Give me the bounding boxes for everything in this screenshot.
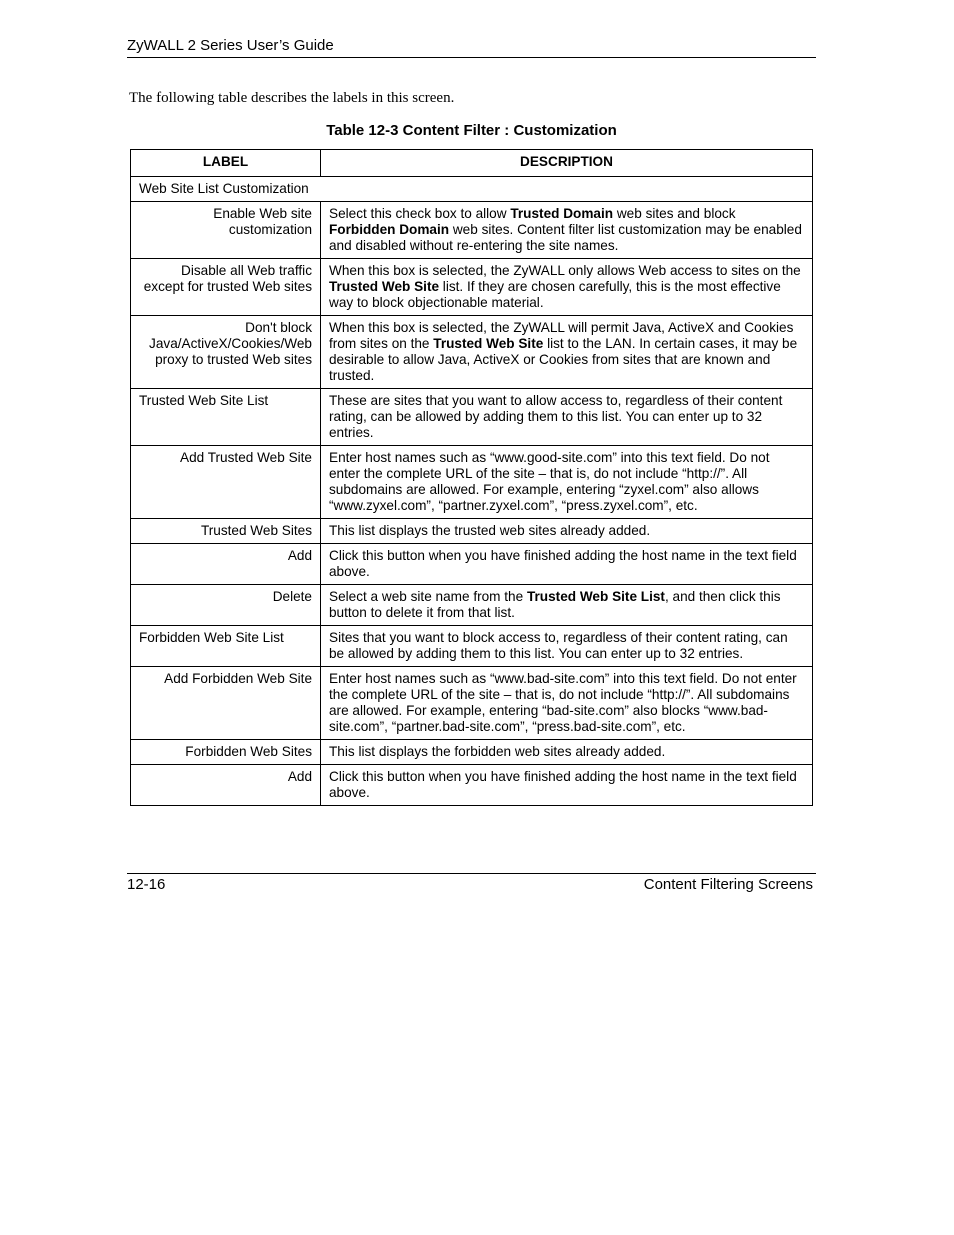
table-row	[131, 316, 813, 389]
row-label: Enable Web site customization	[131, 202, 321, 259]
section-row	[131, 177, 813, 202]
table-row	[131, 446, 813, 519]
chapter-title: Content Filtering Screens	[643, 876, 813, 893]
row-description	[321, 316, 813, 389]
table-row	[131, 389, 813, 446]
description-emphasis: Trusted Domain	[510, 206, 614, 221]
row-label: Delete	[131, 585, 321, 626]
description-text: When this box is selected, the ZyWALL will permit Java, ActiveX and Cookies from sites on the	[329, 320, 794, 351]
table-row	[131, 544, 813, 585]
row-label: Disable all Web traffic except for trusted Web sites	[131, 259, 321, 316]
description-emphasis: Trusted Web Site	[433, 336, 544, 351]
section-title: Web Site List Customization	[131, 177, 813, 202]
description-text: This list displays the trusted web sites already added.	[329, 523, 651, 538]
description-text: list. If they are chosen carefully, this is the most effective way to block objectionable material.	[329, 279, 781, 310]
description-text: When this box is selected, the ZyWALL only allows Web access to sites on the	[329, 263, 801, 278]
row-description	[321, 740, 813, 765]
row-label: Trusted Web Site List	[131, 389, 321, 446]
description-column-header: DESCRIPTION	[321, 150, 813, 177]
description-text: Enter host names such as “www.bad-site.com” into this text field. Do not enter the complete URL of the site – that is, do not include “http://”. All subdomains are allowed. For example, entering “bad-site.com” also blocks “www.bad-site.com”, “partner.bad-site.com”, “press.bad-site.com”, etc.	[329, 671, 797, 734]
row-description	[321, 765, 813, 806]
description-emphasis: Trusted Web Site List	[526, 589, 665, 604]
row-label: Add Trusted Web Site	[131, 446, 321, 519]
description-text: Sites that you want to block access to, regardless of their content rating, can be allowed by adding them to this list. You can enter up to 32 entries.	[329, 630, 788, 661]
description-text: Select a web site name from the	[329, 589, 527, 604]
description-text: Click this button when you have finished adding the host name in the text field above.	[329, 548, 797, 579]
table-row	[131, 765, 813, 806]
row-description	[321, 446, 813, 519]
page-number: 12-16	[127, 876, 166, 893]
page-header	[127, 37, 816, 58]
row-label: Don't block Java/ActiveX/Cookies/Web proxy to trusted Web sites	[131, 316, 321, 389]
row-label: Forbidden Web Site List	[131, 626, 321, 667]
table-row	[131, 519, 813, 544]
table-row	[131, 585, 813, 626]
row-label: Add Forbidden Web Site	[131, 667, 321, 740]
table-row	[131, 667, 813, 740]
description-text: web sites and block	[613, 206, 736, 221]
table-row	[131, 740, 813, 765]
row-label: Forbidden Web Sites	[131, 740, 321, 765]
table-row	[131, 626, 813, 667]
page-footer	[127, 873, 816, 893]
row-description	[321, 202, 813, 259]
row-description	[321, 626, 813, 667]
table-title: Table 12-3 Content Filter : Customization	[326, 122, 617, 139]
description-text: Enter host names such as “www.good-site.com” into this text field. Do not enter the complete URL of the site – that is, do not include “http://”. All subdomains are allowed. For example, entering “zyxel.com” also allows “www.zyxel.com”, “partner.zyxel.com”, “press.zyxel.com”, etc.	[329, 450, 770, 513]
row-description	[321, 389, 813, 446]
description-emphasis: Forbidden Domain	[329, 222, 450, 237]
row-label: Add	[131, 544, 321, 585]
row-description	[321, 667, 813, 740]
row-description	[321, 519, 813, 544]
row-description	[321, 259, 813, 316]
row-label: Add	[131, 765, 321, 806]
label-column-header: LABEL	[131, 150, 321, 177]
description-text: These are sites that you want to allow access to, regardless of their content rating, can be allowed by adding them to this list. You can enter up to 32 entries.	[329, 393, 783, 440]
row-description	[321, 585, 813, 626]
table-row	[131, 259, 813, 316]
description-text: , and then click this button to delete it from that list.	[329, 589, 781, 620]
description-emphasis: Trusted Web Site	[329, 279, 440, 294]
table-header-row	[131, 150, 813, 177]
row-description	[321, 544, 813, 585]
description-text: web sites. Content filter list customization may be enabled and disabled without re-entering the site names.	[329, 222, 802, 253]
intro-text: The following table describes the labels in this screen.	[129, 90, 455, 106]
description-text: Click this button when you have finished adding the host name in the text field above.	[329, 769, 797, 800]
description-text: Select this check box to allow	[329, 206, 511, 221]
description-text: This list displays the forbidden web sites already added.	[329, 744, 666, 759]
row-label: Trusted Web Sites	[131, 519, 321, 544]
guide-title: ZyWALL 2 Series User’s Guide	[127, 37, 334, 54]
table-row	[131, 202, 813, 259]
label-description-table	[130, 149, 813, 806]
description-text: list to the LAN. In certain cases, it may be desirable to allow Java, ActiveX or Cookies from sites that are known and trusted.	[329, 336, 798, 383]
